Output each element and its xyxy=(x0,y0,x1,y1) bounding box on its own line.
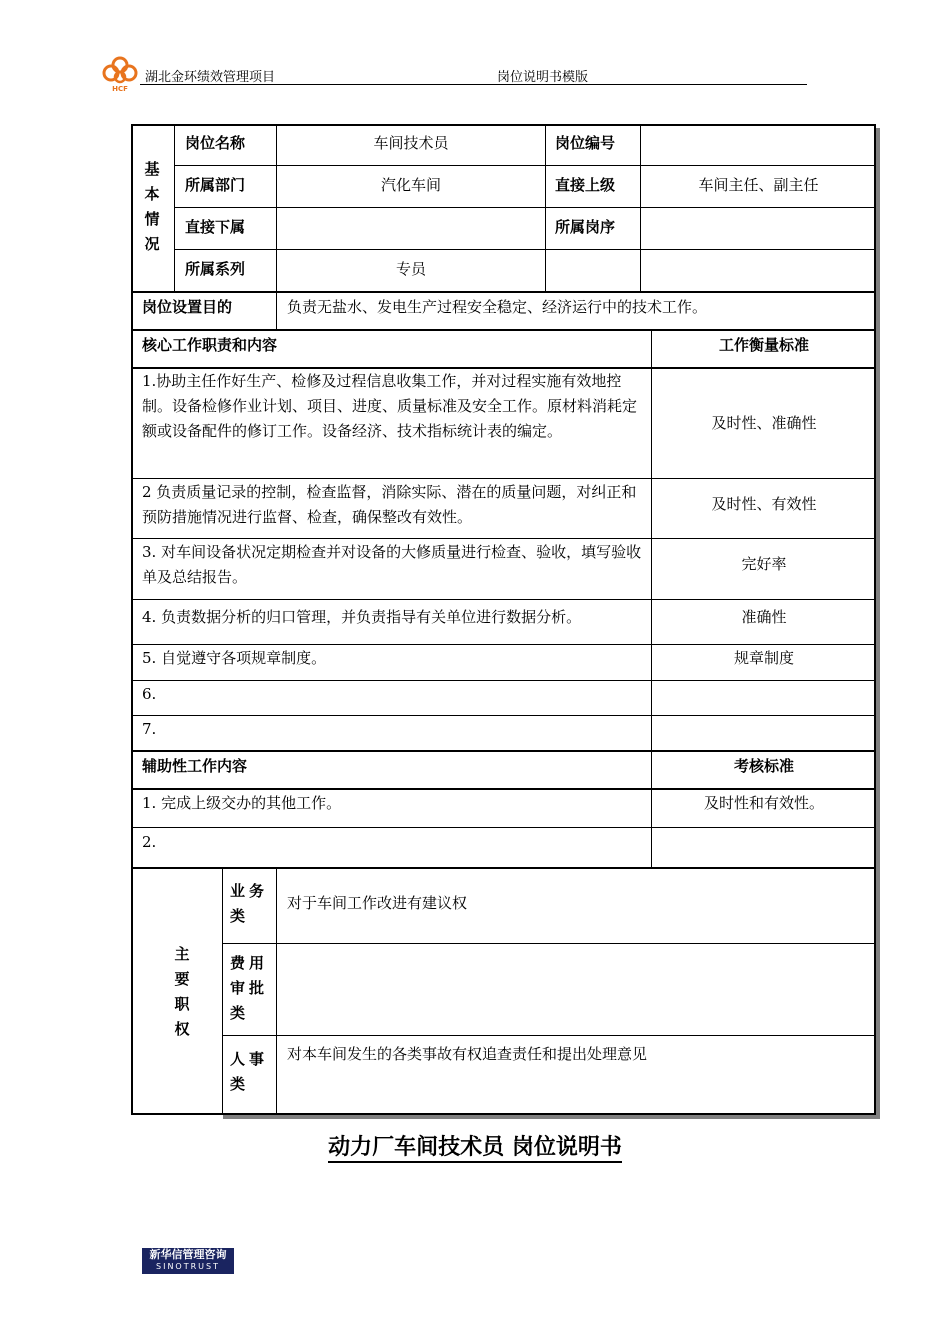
core-standard-1: 及时性、准确性 xyxy=(711,414,817,432)
divider xyxy=(174,249,876,250)
label-department: 所属部门 xyxy=(185,176,246,194)
page-header xyxy=(100,52,810,92)
core-header: 核心工作职责和内容 xyxy=(142,336,278,354)
document-title xyxy=(0,1130,950,1161)
authority-category-expense: 费用审批类 xyxy=(230,954,269,1022)
hcf-logo-icon xyxy=(100,56,140,92)
header-company: 湖北金环绩效管理项目 xyxy=(145,70,276,85)
aux-item-2: 2. xyxy=(142,833,157,851)
label-grade: 所属岗序 xyxy=(555,218,616,236)
purpose-text: 负责无盐水、发电生产过程安全稳定、经济运行中的技术工作。 xyxy=(287,298,708,316)
label-supervisor: 直接上级 xyxy=(555,176,616,194)
footer-logo-cn: 新华信管理咨询 xyxy=(149,1248,227,1261)
divider xyxy=(131,788,876,790)
divider xyxy=(276,126,277,330)
table-shadow-bottom xyxy=(223,1115,880,1119)
core-standard-4: 准确性 xyxy=(741,608,787,626)
divider xyxy=(222,869,223,1115)
core-item-5: 5. 自觉遵守各项规章制度。 xyxy=(142,649,327,667)
basic-section-label: 基本情况 xyxy=(144,160,160,253)
divider xyxy=(174,126,175,292)
divider xyxy=(276,869,277,1115)
value-supervisor: 车间主任、副主任 xyxy=(698,176,819,194)
core-item-4: 4. 负责数据分析的归口管理，并负责指导有关单位进行数据分析。 xyxy=(142,608,582,626)
core-standard-5: 规章制度 xyxy=(733,649,794,667)
core-standard-header: 工作衡量标准 xyxy=(718,336,809,354)
divider xyxy=(131,644,876,645)
divider xyxy=(131,599,876,600)
divider xyxy=(174,207,876,208)
logo-text: HCF xyxy=(112,85,128,92)
core-standard-3: 完好率 xyxy=(741,555,787,573)
footer-logo-en: SINOTRUST xyxy=(156,1262,220,1271)
label-series: 所属系列 xyxy=(185,260,246,278)
label-position-code: 岗位编号 xyxy=(555,134,616,152)
header-rule xyxy=(140,84,807,85)
divider xyxy=(131,750,876,752)
core-item-7: 7. xyxy=(142,720,157,738)
document-title-text: 动力厂车间技术员 岗位说明书 xyxy=(328,1135,622,1163)
divider xyxy=(222,1035,876,1036)
aux-header: 辅助性工作内容 xyxy=(142,757,248,775)
authority-section-label: 主要职权 xyxy=(174,945,190,1038)
divider xyxy=(131,478,876,479)
core-item-3: 3. 对车间设备状况定期检查并对设备的大修质量进行检查、验收，填写验收单及总结报告。 xyxy=(142,543,642,586)
label-position-name: 岗位名称 xyxy=(185,134,246,152)
divider xyxy=(131,867,876,869)
divider xyxy=(131,538,876,539)
aux-standard-header: 考核标准 xyxy=(733,757,794,775)
divider xyxy=(131,715,876,716)
core-item-2: 2 负责质量记录的控制，检查监督，消除实际、潜在的质量问题，对纠正和预防措施情况进行监督、检查，确保整改有效性。 xyxy=(142,483,637,526)
aux-standard-1: 及时性和有效性。 xyxy=(703,794,824,812)
authority-text-business: 对于车间工作改进有建议权 xyxy=(287,894,468,912)
divider xyxy=(545,126,546,292)
divider xyxy=(174,165,876,166)
divider xyxy=(131,827,876,828)
aux-item-1: 1. 完成上级交办的其他工作。 xyxy=(142,794,342,812)
value-department: 汽化车间 xyxy=(380,176,441,194)
purpose-label: 岗位设置目的 xyxy=(142,298,233,316)
job-description-table xyxy=(131,124,880,1119)
value-series: 专员 xyxy=(395,260,426,278)
authority-category-personnel: 人事类 xyxy=(230,1050,269,1093)
header-doc-type: 岗位说明书模版 xyxy=(497,70,589,85)
sinotrust-logo xyxy=(142,1248,234,1274)
divider xyxy=(222,943,876,944)
authority-text-personnel: 对本车间发生的各类事故有权追查责任和提出处理意见 xyxy=(287,1045,648,1063)
table-shadow-right xyxy=(876,128,880,1119)
authority-category-business: 业务类 xyxy=(230,882,269,925)
core-item-6: 6. xyxy=(142,685,157,703)
divider xyxy=(131,329,876,331)
label-subordinates: 直接下属 xyxy=(185,218,246,236)
divider xyxy=(131,680,876,681)
divider xyxy=(131,291,876,293)
value-position-name: 车间技术员 xyxy=(373,134,449,152)
core-standard-2: 及时性、有效性 xyxy=(711,495,817,513)
core-item-1: 1.协助主任作好生产、检修及过程信息收集工作，并对过程实施有效地控制。设备检修作业计划、项目、进度、质量标准及安全工作。原材料消耗定额或设备配件的修订工作。设备经济、技术指标统计表的编定。 xyxy=(142,372,638,440)
divider xyxy=(640,126,641,292)
